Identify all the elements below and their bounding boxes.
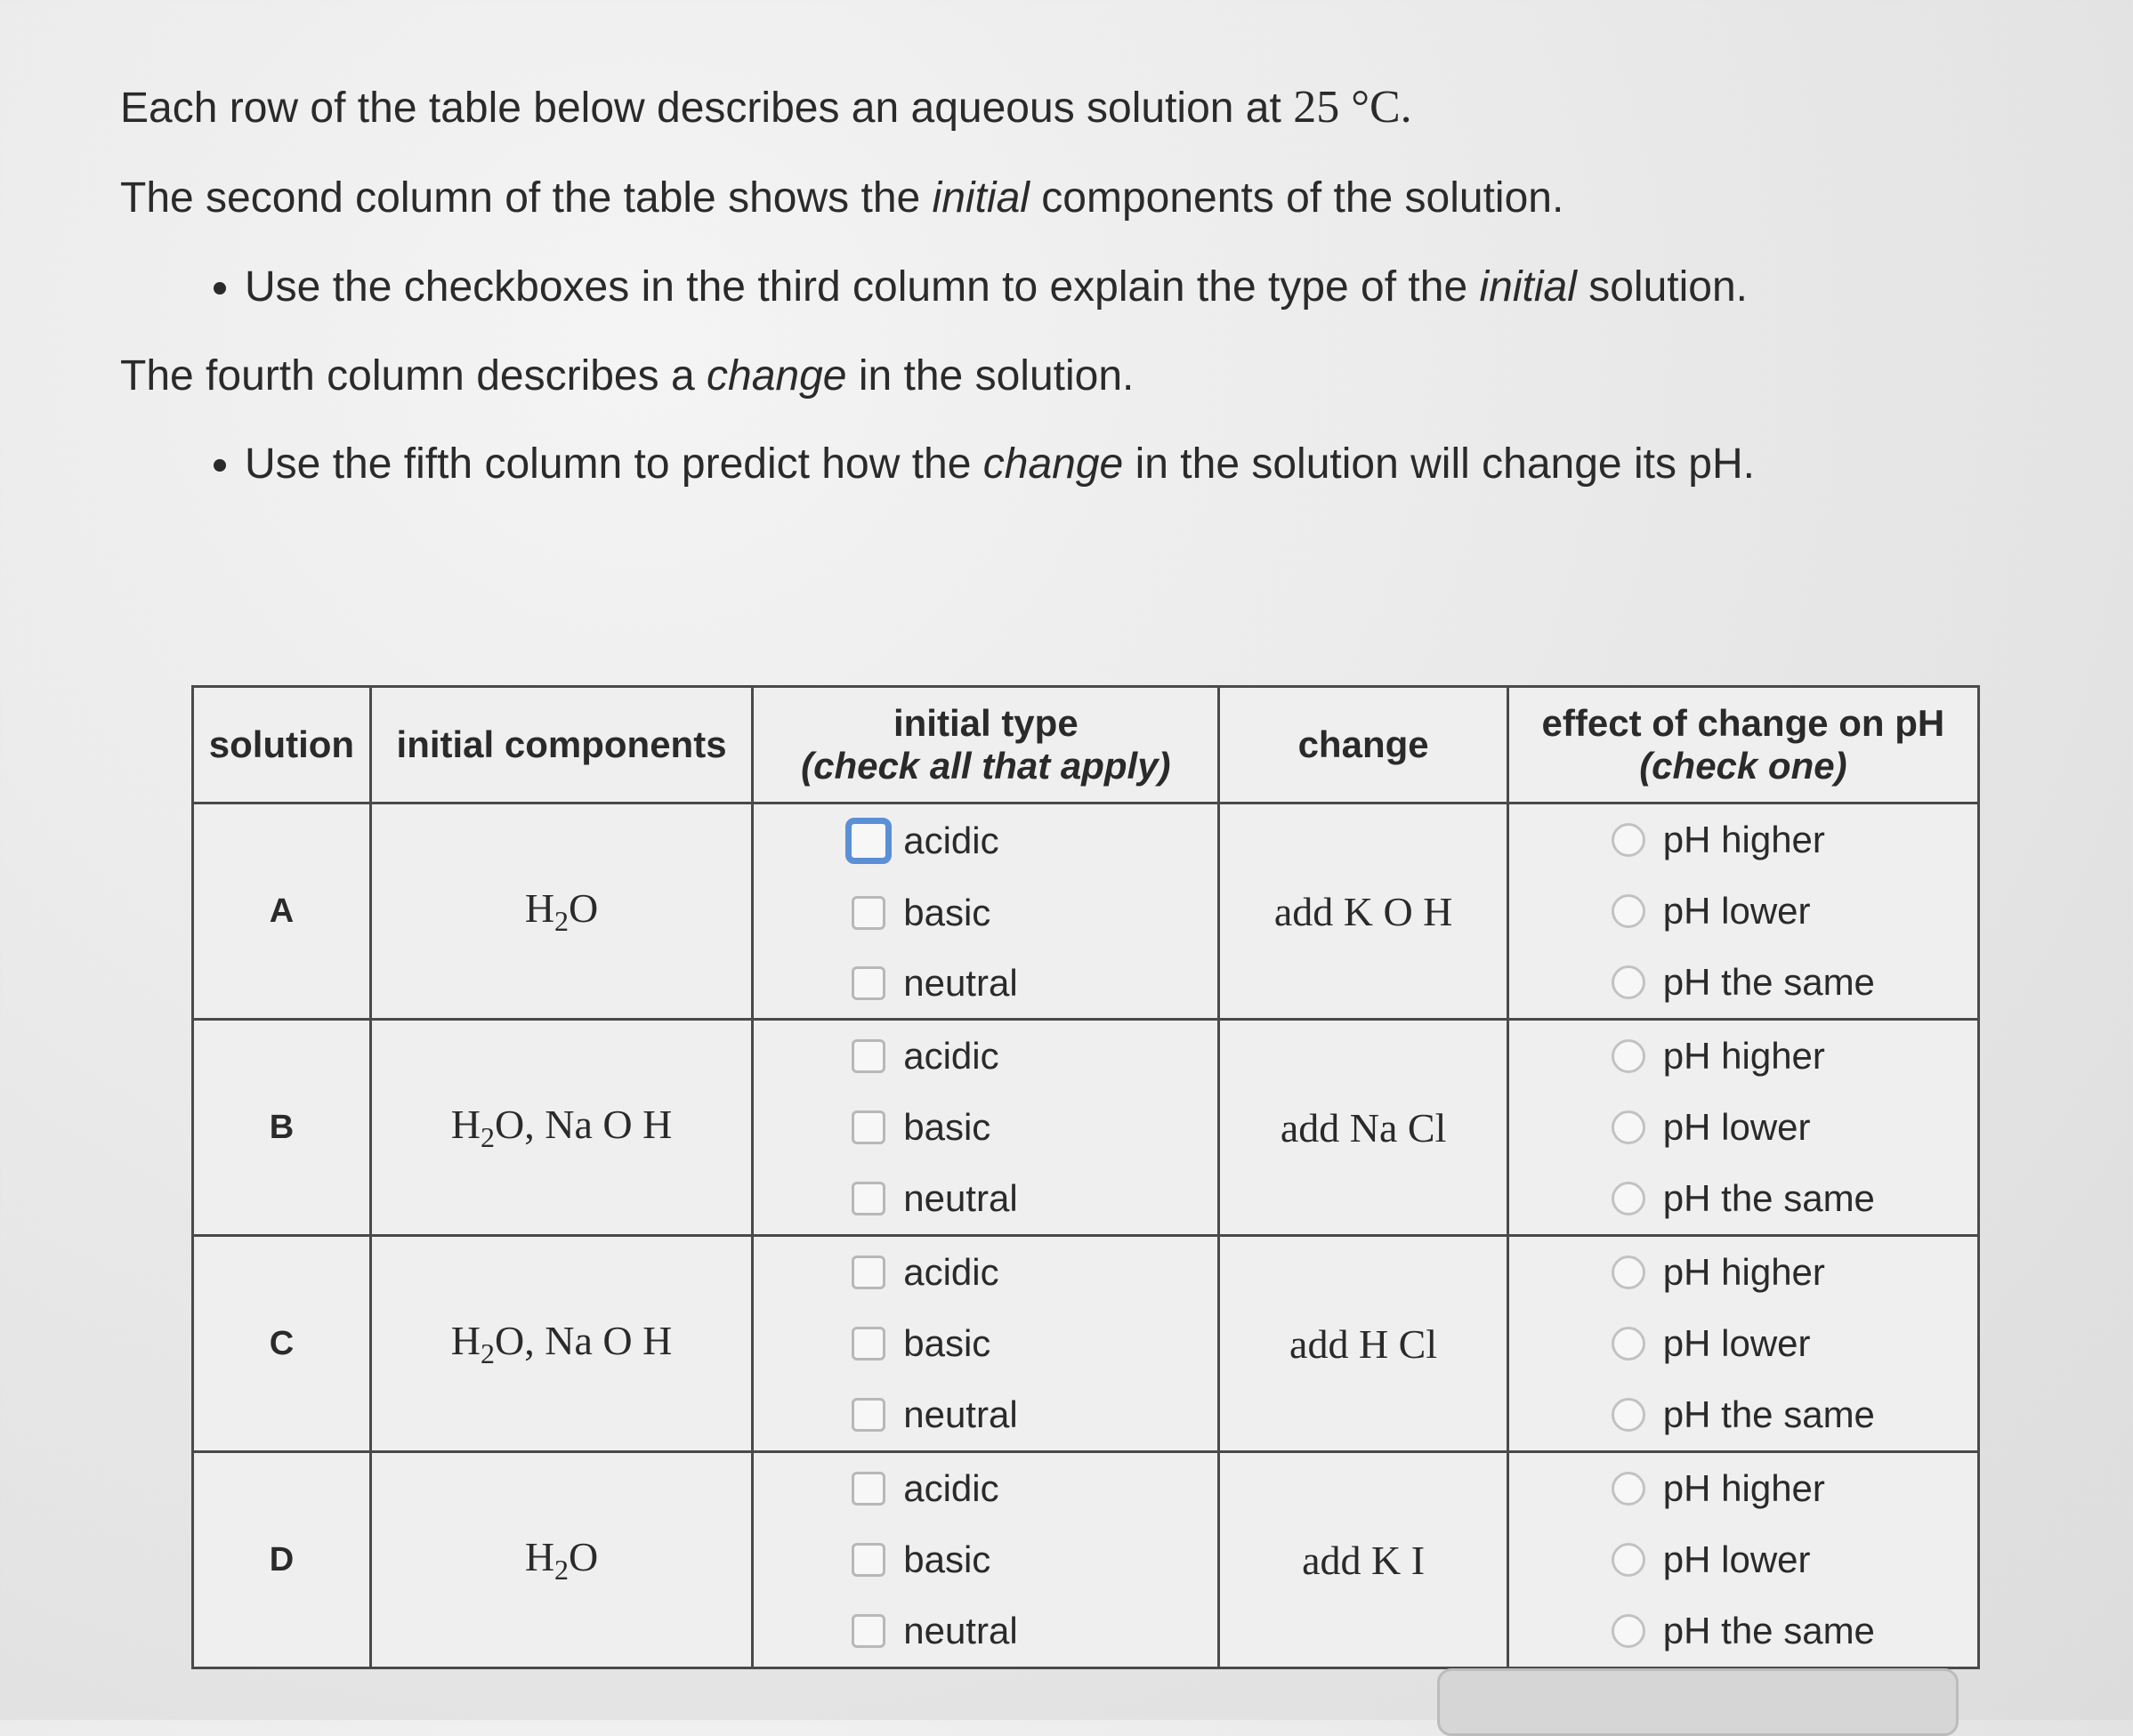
bullet-1-pre: Use the checkboxes in the third column to explain the type of the	[245, 262, 1468, 311]
bullet-1-post: solution.	[1588, 262, 1748, 311]
effect-options	[1509, 1021, 1977, 1234]
table-row	[193, 1236, 1979, 1452]
solution-label: A	[193, 803, 371, 1020]
intro-line-2-pre: The second column of the table shows the	[120, 174, 921, 222]
intro-line-3-post: in the solution.	[858, 351, 1135, 400]
initial-components	[370, 803, 752, 1020]
option-label: pH the same	[1662, 961, 1875, 1003]
radio-button[interactable]	[1612, 1256, 1645, 1289]
comp-h: H	[450, 1317, 481, 1363]
option-label: pH higher	[1662, 1467, 1825, 1509]
effect-option-lower[interactable]	[1612, 1106, 1977, 1149]
intro-line-1	[120, 80, 2033, 135]
checkbox[interactable]	[852, 1256, 885, 1289]
header-effect-sub: (check one)	[1639, 745, 1847, 787]
type-option-acidic[interactable]	[852, 1467, 1217, 1510]
intro-line-2	[120, 173, 2033, 224]
bullet-2-post: in the solution will change its pH.	[1135, 440, 1755, 489]
type-option-acidic[interactable]	[852, 818, 1217, 864]
option-label: pH higher	[1662, 819, 1825, 860]
option-label: pH higher	[1662, 1035, 1825, 1077]
radio-button[interactable]	[1612, 1182, 1645, 1215]
intro-line-2-em: initial	[932, 174, 1030, 222]
option-label: pH lower	[1662, 1322, 1811, 1364]
checkbox[interactable]	[852, 1039, 885, 1073]
comp-rest: O, Na O H	[495, 1317, 673, 1363]
type-option-neutral[interactable]	[852, 1610, 1217, 1652]
effect-option-same[interactable]	[1612, 1177, 1977, 1220]
header-solution: solution	[193, 687, 371, 803]
header-effect-title: effect of change on pH	[1541, 701, 1945, 744]
header-type-sub: (check all that apply)	[801, 745, 1171, 787]
checkbox[interactable]	[852, 1327, 885, 1361]
option-label: pH lower	[1662, 1538, 1811, 1580]
option-label: basic	[903, 891, 991, 933]
initial-components	[370, 1020, 752, 1236]
comp-rest: O, Na O H	[495, 1101, 673, 1147]
bullet-2	[245, 439, 2033, 490]
type-option-neutral[interactable]	[852, 1393, 1217, 1436]
type-option-basic[interactable]	[852, 1538, 1217, 1581]
table-header-row	[193, 687, 1979, 803]
header-change: change	[1219, 687, 1507, 803]
initial-components	[370, 1236, 752, 1452]
effect-option-same[interactable]	[1612, 1610, 1977, 1652]
effect-cell	[1507, 1020, 1978, 1236]
effect-option-higher[interactable]	[1612, 819, 1977, 861]
checkbox[interactable]	[852, 1398, 885, 1432]
radio-button[interactable]	[1612, 1472, 1645, 1506]
option-label: basic	[903, 1538, 991, 1580]
temperature: 25 °C.	[1293, 82, 1412, 133]
solution-label: D	[193, 1452, 371, 1668]
header-type-title: initial type	[893, 701, 1079, 744]
option-label: acidic	[903, 1467, 999, 1509]
checkbox[interactable]	[852, 1614, 885, 1648]
table-row	[193, 1452, 1979, 1668]
bottom-panel	[1437, 1668, 1959, 1736]
solution-label: C	[193, 1236, 371, 1452]
option-label: pH the same	[1662, 1393, 1875, 1435]
intro-line-2-post: components of the solution.	[1041, 174, 1564, 222]
option-label: pH lower	[1662, 1106, 1811, 1148]
header-effect	[1507, 687, 1978, 803]
checkbox[interactable]	[852, 1543, 885, 1577]
initial-type-cell	[753, 1452, 1219, 1668]
radio-button[interactable]	[1612, 1110, 1645, 1144]
effect-cell	[1507, 1452, 1978, 1668]
type-option-acidic[interactable]	[852, 1251, 1217, 1294]
type-option-basic[interactable]	[852, 892, 1217, 934]
checkbox[interactable]	[852, 1110, 885, 1144]
header-type	[753, 687, 1219, 803]
option-label: acidic	[903, 1251, 999, 1293]
comp-rest: O	[569, 884, 599, 931]
intro-line-1-text: Each row of the table below describes an aqueous solution at	[120, 85, 1281, 132]
comp-h: H	[450, 1101, 481, 1147]
comp-sub: 2	[554, 905, 570, 938]
effect-cell	[1507, 803, 1978, 1020]
radio-button[interactable]	[1612, 1543, 1645, 1577]
change-cell: add Na Cl	[1219, 1020, 1507, 1236]
effect-options	[1509, 1237, 1977, 1450]
solutions-table	[191, 685, 1980, 1669]
change-cell: add H Cl	[1219, 1236, 1507, 1452]
type-option-neutral[interactable]	[852, 962, 1217, 1005]
initial-type-options	[754, 804, 1217, 1018]
effect-option-higher[interactable]	[1612, 1035, 1977, 1078]
effect-options	[1509, 804, 1977, 1018]
type-option-basic[interactable]	[852, 1106, 1217, 1149]
checkbox[interactable]	[852, 1182, 885, 1215]
effect-option-lower[interactable]	[1612, 1322, 1977, 1365]
comp-sub: 2	[481, 1121, 496, 1154]
checkbox[interactable]	[852, 1472, 885, 1506]
option-label: neutral	[903, 1177, 1018, 1219]
effect-option-same[interactable]	[1612, 961, 1977, 1004]
checkbox[interactable]	[852, 966, 885, 1000]
change-cell: add K I	[1219, 1452, 1507, 1668]
initial-type-cell	[753, 1020, 1219, 1236]
effect-option-higher[interactable]	[1612, 1251, 1977, 1294]
initial-components	[370, 1452, 752, 1668]
option-label: acidic	[903, 1035, 999, 1077]
effect-option-lower[interactable]	[1612, 1538, 1977, 1581]
table-row	[193, 803, 1979, 1020]
bullet-2-pre: Use the fifth column to predict how the	[245, 440, 972, 489]
comp-rest: O	[569, 1533, 599, 1579]
radio-button[interactable]	[1612, 1614, 1645, 1648]
type-option-neutral[interactable]	[852, 1177, 1217, 1220]
initial-type-options	[754, 1237, 1217, 1450]
type-option-basic[interactable]	[852, 1322, 1217, 1365]
option-label: neutral	[903, 961, 1018, 1004]
radio-button[interactable]	[1612, 1327, 1645, 1361]
intro-line-3-pre: The fourth column describes a	[120, 351, 695, 400]
initial-type-options	[754, 1021, 1217, 1234]
solution-label: B	[193, 1020, 371, 1236]
option-label: pH lower	[1662, 890, 1811, 932]
instructions	[120, 80, 2033, 528]
radio-button[interactable]	[1612, 823, 1645, 857]
radio-button[interactable]	[1612, 1398, 1645, 1432]
type-option-acidic[interactable]	[852, 1035, 1217, 1078]
header-components: initial components	[370, 687, 752, 803]
option-label: pH higher	[1662, 1251, 1825, 1293]
bullet-2-em: change	[982, 440, 1124, 489]
intro-line-3	[120, 351, 2033, 402]
radio-button[interactable]	[1612, 894, 1645, 928]
option-label: neutral	[903, 1393, 1018, 1435]
effect-cell	[1507, 1236, 1978, 1452]
comp-sub: 2	[554, 1554, 570, 1587]
option-label: acidic	[903, 820, 999, 862]
initial-type-options	[754, 1453, 1217, 1667]
initial-type-cell	[753, 1236, 1219, 1452]
effect-option-same[interactable]	[1612, 1393, 1977, 1436]
initial-type-cell	[753, 803, 1219, 1020]
comp-h: H	[524, 1533, 555, 1579]
bullet-1-em: initial	[1479, 262, 1577, 311]
effect-options	[1509, 1453, 1977, 1667]
checkbox[interactable]	[852, 896, 885, 930]
table-row	[193, 1020, 1979, 1236]
radio-button[interactable]	[1612, 965, 1645, 999]
option-label: basic	[903, 1106, 991, 1148]
effect-option-higher[interactable]	[1612, 1467, 1977, 1510]
option-label: pH the same	[1662, 1610, 1875, 1651]
option-label: basic	[903, 1322, 991, 1364]
bullet-list-2	[120, 439, 2033, 490]
comp-h: H	[524, 884, 555, 931]
bullet-1	[245, 262, 2033, 313]
change-cell: add K O H	[1219, 803, 1507, 1020]
checkbox[interactable]	[845, 818, 892, 864]
option-label: pH the same	[1662, 1177, 1875, 1219]
radio-button[interactable]	[1612, 1039, 1645, 1073]
comp-sub: 2	[481, 1337, 496, 1370]
effect-option-lower[interactable]	[1612, 890, 1977, 933]
intro-line-3-em: change	[707, 351, 847, 400]
option-label: neutral	[903, 1610, 1018, 1651]
bullet-list-1	[120, 262, 2033, 313]
